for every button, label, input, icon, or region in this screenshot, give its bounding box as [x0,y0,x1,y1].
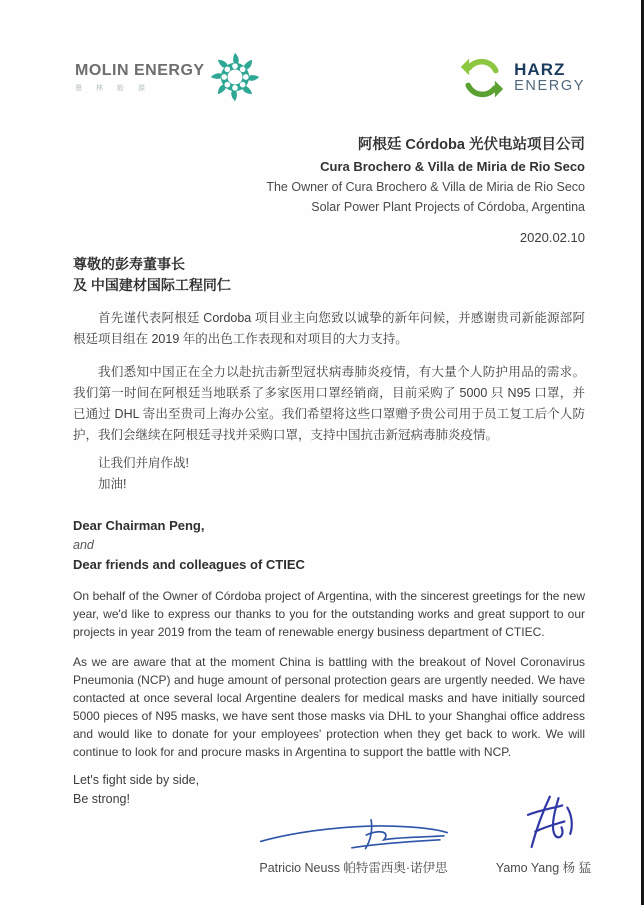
paragraph-zh-2: 我们悉知中国正在全力以赴抗击新型冠状病毒肺炎疫情，有大量个人防护用品的需求。我们第一时间在阿根廷当地联系了多家医用口罩经销商，目前采购了 5000 只 N95 口罩，并已通过 DHL 寄出至贵司上海办公室。我们希望将这些口罩赠予贵公司用于员工复工后个人防护，我们会继续在阿根廷寻找并采购口罩，支持中国抗击新冠病毒肺炎疫情。 [73,365,585,442]
molin-logo-name: MOLIN ENERGY [75,61,205,79]
letterhead-company-zh: 阿根廷 Córdoba 光伏电站项目公司 [357,137,585,153]
cheer-line-1: 让我们并肩作战! [98,456,189,470]
signature-area [73,793,592,905]
molin-logo-text [75,62,205,93]
letterhead-owner-line: The Owner of Cura Brochero & Villa de Miria de Rio Seco [266,180,585,194]
signature-block-patricio [231,793,476,876]
salutation-zh-line1: 尊敬的彭寿董事长 [73,256,185,272]
logo-row [73,0,585,110]
salutation-en-line2: Dear friends and colleagues of CTIEC [73,557,305,572]
letter-content [73,0,592,905]
molin-turbine-icon [210,52,260,102]
harz-energy-logo [459,55,585,101]
patricio-signature-icon [241,811,466,855]
harz-circular-arrows-icon [459,55,505,101]
salutation-en-line1: Dear Chairman Peng, [73,518,205,533]
yamo-signature-box [471,793,616,855]
molin-logo-subtitle: 墨 林 能 源 [75,84,151,92]
molin-energy-logo [75,52,260,102]
letterhead-project-line: Solar Power Plant Projects of Córdoba, Argentina [311,200,585,214]
signature-block-yamo [471,793,616,876]
paragraph-zh-1: 首先谨代表阿根廷 Cordoba 项目业主向您致以诚挚的新年问候，并感谢贵司新能源部阿根廷项目组在 2019 年的出色工作表现和对项目的大力支持。 [73,311,585,346]
signature-name-yamo: Yamo Yang 杨 猛 [495,861,592,875]
paragraph-en-1: On behalf of the Owner of Córdoba project of Argentina, with the sincerest greetings for the new year, we'd like to express our thanks to you for the outstanding works and great support to our projects in year 2019 from the team of renewable energy business department of CTIEC. [73,589,585,639]
yamo-signature-icon [500,793,588,855]
harz-logo-word1: HARZ [514,60,566,80]
salutation-zh-line2: 及 中国建材国际工程同仁 [73,277,231,293]
letterhead-project-name: Cura Brochero & Villa de Miria de Rio Seco [320,159,585,174]
closing-line-1: Let's fight side by side, [73,773,200,787]
patricio-signature-box [231,793,476,855]
letter-date: 2020.02.10 [519,230,585,245]
harz-logo-word2: ENERGY [514,77,585,94]
letterhead-block [73,134,585,217]
closing-line-2: Be strong! [73,792,130,806]
cheer-line-2: 加油! [98,477,127,491]
harz-logo-text [514,61,585,95]
salutation-en-conjunction: and [73,538,94,552]
signature-name-patricio: Patricio Neuss 帕特雷西奥·诺伊思 [259,861,448,875]
paragraph-en-2: As we are aware that at the moment China is battling with the breakout of Novel Coronavirus Pneumonia (NCP) and huge amount of personal protection gears are urgently needed. We have contacted at once several local Argentine dealers for medical masks and have initially sourced 5000 pieces of N95 masks, we have sent those masks via DHL to your Shanghai office address and would like to donate for your employees' protection when they get back to work. We will continue to look for and procure masks in Argentina to support the battle with NCP. [73,655,585,759]
